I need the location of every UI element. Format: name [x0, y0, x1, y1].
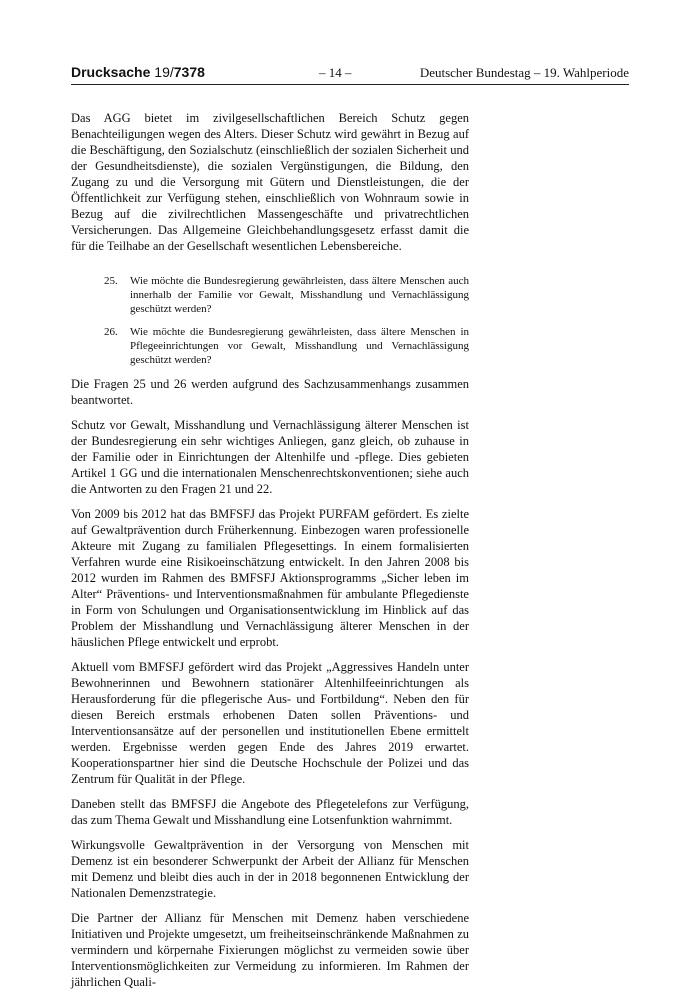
document-number: 7378 [173, 64, 205, 80]
question-text: Wie möchte die Bundesregierung gewährleisten, dass ältere Menschen in Pflegeeinrichtungen vor Gewalt, Misshandlung und Vernachlässigung geschützt werden? [130, 326, 469, 366]
answer-paragraph: Von 2009 bis 2012 hat das BMFSFJ das Projekt PURFAM gefördert. Es zielte auf Gewaltprävention durch Früherkennung. Einbezogen waren professionelle Akteure mit Zugang zu familialen Pflegesettings. In einem formalisierten Verfahren wurde eine Risikoeinschätzung entwickelt. In den Jahren 2008 bis 2012 wurden im Rahmen des BMFSFJ Aktionsprogramms „Sicher leben im Alter“ Präventions- und Interventionsmaßnahmen für ambulante Pflegedienste in Form von Schulungen und Organisationsentwicklung im Hinblick auf das Problem der Misshandlung und Vernachlässigung älterer Menschen in der häuslichen Pflege entwickelt und erprobt. [71, 507, 469, 649]
question-item [71, 325, 469, 367]
document-number-prefix: 19/ [154, 64, 174, 80]
document-id [71, 64, 205, 80]
answer-paragraph: Die Fragen 25 und 26 werden aufgrund des Sachzusammenhangs zusammen beantwortet. [71, 377, 469, 407]
question-text: Wie möchte die Bundesregierung gewährleisten, dass ältere Menschen auch innerhalb der Familie vor Gewalt, Misshandlung und Vernachlässigung geschützt werden? [130, 275, 469, 315]
intro-paragraph: Das AGG bietet im zivilgesellschaftlichen Bereich Schutz gegen Benachteiligungen wegen des Alters. Dieser Schutz wird gewährt in Bezug auf die Beschäftigung, den Sozialschutz (einschließlich der sozialen Sicherheit und der Gesundheitsdienste), die sozialen Vergünstigungen, die Bildung, den Zugang zu und die Versorgung mit Gütern und Dienstleistungen, die der Öffentlichkeit zur Verfügung stehen, einschließlich von Wohnraum sowie in Bezug auf die zivilrechtlichen Massengeschäfte und privatrechtlichen Versicherungen. Das Allgemeine Gleichbehandlungsgesetz erfasst damit die für die Teilhabe an der Gesellschaft wesentlichen Lebensbereiche. [71, 111, 469, 253]
answer-paragraph: Aktuell vom BMFSFJ gefördert wird das Projekt „Aggressives Handeln unter Bewohnerinnen und Bewohnern stationärer Altenhilfeeinrichtungen als Herausforderung für die pflegerische Aus- und Fortbildung“. Neben den für diesen Bereich erstmals erhobenen Daten sollen Präventions- und Interventionsansätze auf der personellen und institutionellen Ebene ermittelt werden. Ergebnisse werden gegen Ende des Jahres 2019 erwartet. Kooperationspartner hier sind die Deutsche Hochschule der Polizei und das Zentrum für Qualität in der Pflege. [71, 660, 469, 786]
page-number: – 14 – [319, 65, 352, 80]
answer-paragraph: Schutz vor Gewalt, Misshandlung und Vernachlässigung älterer Menschen ist der Bundesregierung ein sehr wichtiges Anliegen, ganz gleich, ob zuhause in der Familie oder in Einrichtungen der Altenhilfe und -pflege. Dies gebieten Artikel 1 GG und die internationalen Menschenrechtskonventionen; siehe auch die Antworten zu den Fragen 21 und 22. [71, 418, 469, 496]
publisher: Deutscher Bundestag – 19. Wahlperiode [419, 65, 629, 80]
document-label: Drucksache [71, 64, 151, 80]
page-header [71, 64, 629, 85]
answer-paragraph: Die Partner der Allianz für Menschen mit Demenz haben verschiedene Initiativen und Projekte umgesetzt, um freiheitseinschränkende Maßnahmen zu vermindern und körpernahe Fixierungen möglichst zu vermeiden sowie über Interventionsmöglichkeiten zur Vermeidung zu informieren. Im Rahmen der jährlichen Quali- [71, 911, 469, 989]
question-item [71, 274, 469, 316]
question-list [71, 274, 469, 367]
question-number: 25. [104, 275, 118, 287]
question-number: 26. [104, 326, 118, 338]
main-text [71, 110, 469, 999]
answer-paragraph: Wirkungsvolle Gewaltprävention in der Versorgung von Menschen mit Demenz ist ein besonderer Schwerpunkt der Arbeit der Allianz für Menschen mit Demenz und bleibt dies auch in der in 2018 begonnenen Entwicklung der Nationalen Demenzstrategie. [71, 838, 469, 900]
answer-paragraph: Daneben stellt das BMFSFJ die Angebote des Pflegetelefons zur Verfügung, das zum Thema Gewalt und Misshandlung eine Lotsenfunktion wahrnimmt. [71, 797, 469, 827]
